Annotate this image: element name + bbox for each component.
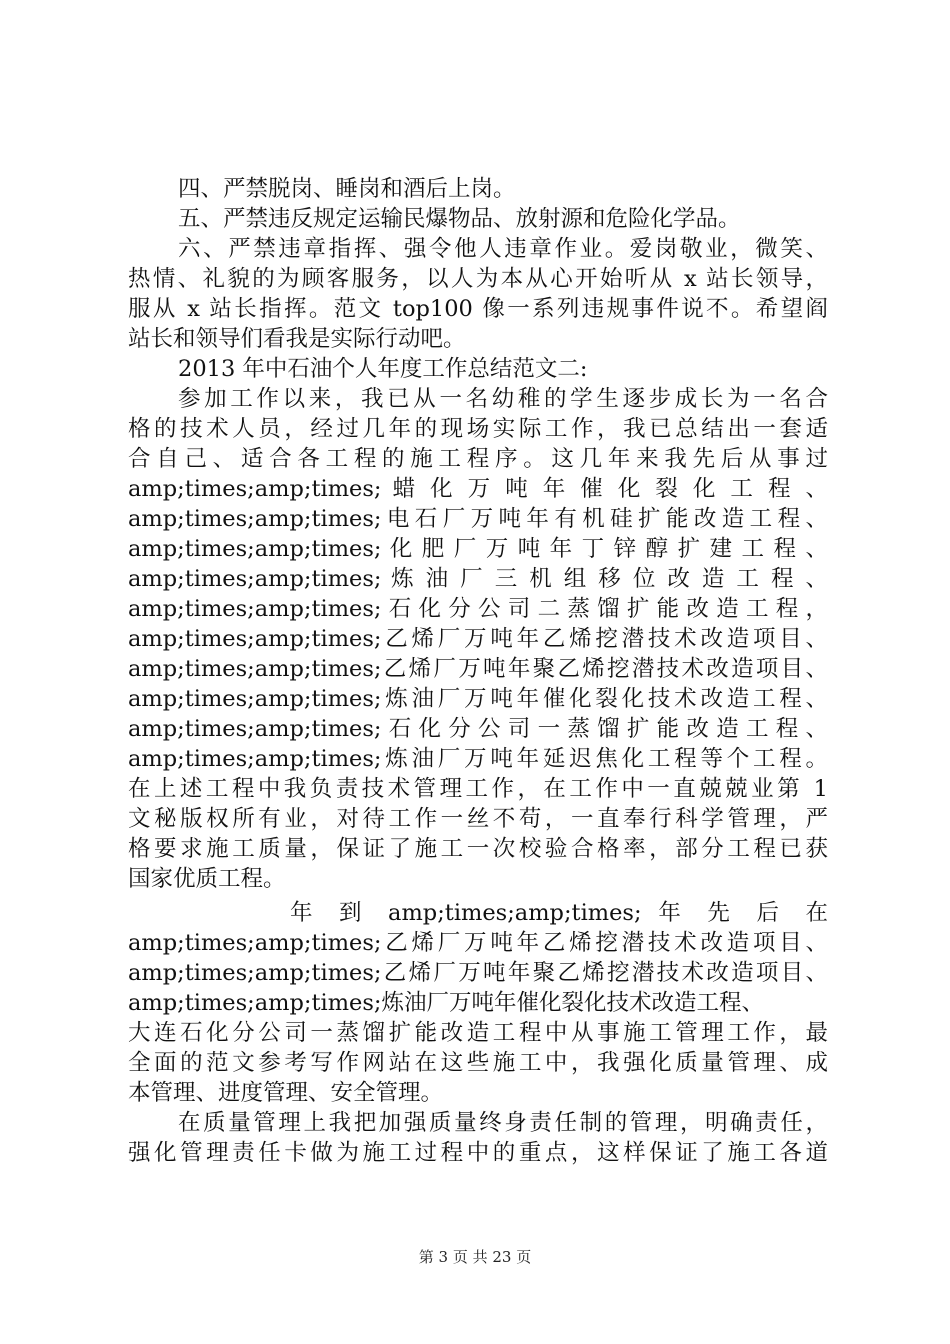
text-line: 本管理、进度管理、安全管理。 xyxy=(128,1080,444,1106)
text-line: amp;times;amp;times;炼油厂万吨年催化裂化技术改造工程、 xyxy=(128,686,828,712)
text-line: amp;times;amp;times;电石厂万吨年有机硅扩能改造工程、 xyxy=(128,506,828,532)
page-footer: 第 3 页 共 23 页 xyxy=(418,1248,532,1266)
text-line: 站长和领导们看我是实际行动吧。 xyxy=(128,326,466,352)
text-line: 六、严禁违章指挥、强令他人违章作业。爱岗敬业，微笑、 xyxy=(178,236,828,262)
text-line: amp;times;amp;times; 石 化 分 公 司 一 蒸 馏 扩 能 改 造 工 程 、 xyxy=(128,716,828,742)
text-line: 国家优质工程。 xyxy=(128,866,286,892)
text-line: 五、严禁违反规定运输民爆物品、放射源和危险化学品。 xyxy=(178,206,741,232)
text-line: 年 到 amp;times;amp;times; 年 先 后 在 xyxy=(290,900,828,926)
text-line: amp;times;amp;times;炼油厂万吨年催化裂化技术改造工程、 xyxy=(128,990,764,1016)
text-line: amp;times;amp;times; 化 肥 厂 万 吨 年 丁 锌 醇 扩 建 工 程 、 xyxy=(128,536,828,562)
text-line: 文秘版权所有业，对待工作一丝不苟，一直奉行科学管理，严 xyxy=(128,806,828,832)
text-line: amp;times;amp;times;乙烯厂万吨年乙烯挖潜技术改造项目、 xyxy=(128,626,828,652)
text-line: 热情、礼貌的为顾客服务，以人为本从心开始听从 x 站长领导， xyxy=(128,266,828,292)
text-line: amp;times;amp;times;乙烯厂万吨年聚乙烯挖潜技术改造项目、 xyxy=(128,960,828,986)
text-line: amp;times;amp;times;乙烯厂万吨年乙烯挖潜技术改造项目、 xyxy=(128,930,828,956)
text-line: 在质量管理上我把加强质量终身责任制的管理，明确责任， xyxy=(178,1110,828,1136)
text-line: 大连石化分公司一蒸馏扩能改造工程中从事施工管理工作，最 xyxy=(128,1020,828,1046)
text-line: amp;times;amp;times;乙烯厂万吨年聚乙烯挖潜技术改造项目、 xyxy=(128,656,828,682)
text-line: 格的技术人员，经过几年的现场实际工作，我已总结出一套适 xyxy=(128,416,828,442)
text-line: amp;times;amp;times; 蜡 化 万 吨 年 催 化 裂 化 工 程 、 xyxy=(128,476,828,502)
text-line: 服从 x 站长指挥。范文 top100 像一系列违规事件说不。希望阎 xyxy=(128,296,828,322)
text-line: 四、严禁脱岗、睡岗和酒后上岗。 xyxy=(178,176,516,202)
text-line: 合自己、适合各工程的施工程序。这几年来我先后从事过 xyxy=(128,446,828,472)
text-line: 在上述工程中我负责技术管理工作，在工作中一直兢兢业第 1 xyxy=(128,776,828,802)
text-line: 全面的范文参考写作网站在这些施工中，我强化质量管理、成 xyxy=(128,1050,828,1076)
text-line: amp;times;amp;times;炼油厂万吨年延迟焦化工程等个工程。 xyxy=(128,746,828,772)
text-line: amp;times;amp;times; 石 化 分 公 司 二 蒸 馏 扩 能 改 造 工 程 ， xyxy=(128,596,828,622)
text-line: 格要求施工质量，保证了施工一次校验合格率，部分工程已获 xyxy=(128,836,828,862)
text-line: 参加工作以来，我已从一名幼稚的学生逐步成长为一名合 xyxy=(178,386,828,412)
text-line: amp;times;amp;times; 炼 油 厂 三 机 组 移 位 改 造 工 程 、 xyxy=(128,566,828,592)
text-line: 强化管理责任卡做为施工过程中的重点，这样保证了施工各道 xyxy=(128,1140,828,1166)
section-heading: 2013 年中石油个人年度工作总结范文二: xyxy=(178,356,588,382)
